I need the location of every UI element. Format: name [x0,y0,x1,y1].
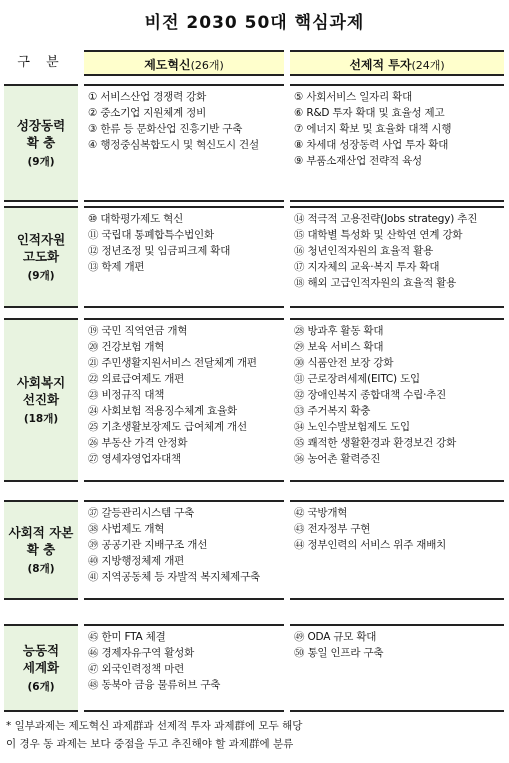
header-category: 구 분 [17,55,65,70]
list-item: ① 서비스산업 경쟁력 강화 [88,91,207,103]
list-item: ④ 행정중심복합도시 및 혁신도시 건설 [88,139,259,151]
list-item: ㊹ 정부인력의 서비스 위주 재배치 [294,539,447,551]
list-item: ㉘ 방과후 활동 확대 [294,325,384,337]
list-item: ㉚ 식품안전 보장 강화 [294,357,394,369]
category-label: 세계화 [22,660,60,675]
category-cell [4,624,78,712]
list-item: ③ 한류 등 문화산업 진흥기반 구축 [88,123,243,135]
header-right-count: (24개) [411,59,445,72]
list-item: ㊺ 한미 FTA 체결 [88,631,166,643]
list-item: ⑲ 국민 직역연금 개혁 [88,325,188,337]
table-row [0,500,509,600]
category-count: (9개) [27,270,55,282]
institutional-tasks-cell [84,206,284,308]
list-item: ㉕ 기초생활보장제도 급여체계 개선 [88,421,247,433]
list-item: ⑰ 지자체의 교육·복지 투자 확대 [294,261,440,273]
investment-tasks-cell [290,318,504,482]
category-count: (9개) [27,156,55,168]
list-item: ㊾ ODA 규모 확대 [294,631,377,643]
header-right-label: 선제적 투자 [349,58,412,72]
category-label: 확 충 [26,135,56,150]
header-institutional-innovation [84,50,284,76]
category-label: 성장동력 [16,118,66,133]
category-cell [4,318,78,482]
category-label: 인적자원 [16,232,66,247]
institutional-tasks-cell [84,318,284,482]
list-item: ⑮ 대학별 특성화 및 산학연 연계 강화 [294,229,463,241]
list-item: ㊸ 전자정부 구현 [294,523,371,535]
header-preemptive-investment [290,50,504,76]
list-item: ㉜ 장애인복지 종합대책 수립·추진 [294,389,447,401]
list-item: ② 중소기업 지원체계 정비 [88,107,207,119]
category-label: 능동적 [22,643,60,658]
footnote-line-2: 이 경우 동 과제는 보다 중점을 두고 추진해야 할 과제群에 분류 [6,738,294,750]
table-row [0,84,509,202]
list-item: ⑨ 부품소재산업 전략적 육성 [294,155,422,167]
list-item: ㉖ 부동산 가격 안정화 [88,437,188,449]
list-item: ⑯ 청년인적자원의 효율적 활용 [294,245,434,257]
institutional-tasks-cell [84,500,284,600]
list-item: ⑱ 해외 고급인적자원의 효율적 활용 [294,277,457,289]
page-title: 비전 2030 50대 핵심과제 [144,13,365,33]
category-label: 사회복지 [16,375,66,390]
table-row [0,624,509,712]
list-item: ㊻ 경제자유구역 활성화 [88,647,195,659]
list-item: ㉑ 주민생활지원서비스 전달체계 개편 [88,357,257,369]
list-item: ⑤ 사회서비스 일자리 확대 [294,91,413,103]
list-item: ㉓ 비정규직 대책 [88,389,165,401]
category-label: 사회적 자본 [8,525,74,540]
list-item: ㊷ 국방개혁 [294,507,348,519]
list-item: ㉞ 노인수발보험제도 도입 [294,421,411,433]
list-item: ㊱ 농어촌 활력증진 [294,453,381,465]
list-item: ㉟ 쾌적한 생활환경과 환경보건 강화 [294,437,457,449]
list-item: ㊵ 지방행정체제 개편 [88,555,185,567]
category-cell [4,84,78,202]
list-item: ⑪ 국립대 통폐합특수법인화 [88,229,214,241]
footnote-line-1: * 일부과제는 제도혁신 과제群과 선제적 투자 과제群에 모두 해당 [6,720,303,732]
list-item: ㊳ 사법제도 개혁 [88,523,165,535]
list-item: ㉒ 의료급여제도 개편 [88,373,185,385]
investment-tasks-cell [290,624,504,712]
header-left-label: 제도혁신 [144,58,191,72]
investment-tasks-cell [290,84,504,202]
category-count: (18개) [23,413,59,425]
list-item: ㊽ 동북아 금융 물류허브 구축 [88,679,221,691]
list-item: ⑭ 적극적 고용전략(Jobs strategy) 추진 [294,213,478,225]
list-item: ⑳ 건강보험 개혁 [88,341,165,353]
list-item: ⑫ 정년조정 및 임금피크제 확대 [88,245,231,257]
category-count: (6개) [27,681,55,693]
table-row [0,318,509,482]
investment-tasks-cell [290,206,504,308]
category-label: 고도화 [22,249,60,264]
category-count: (8개) [27,563,55,575]
category-cell [4,206,78,308]
list-item: ⑥ R&D 투자 확대 및 효율성 제고 [294,107,445,119]
list-item: ㊼ 외국인력정책 마련 [88,663,185,675]
category-cell [4,500,78,600]
list-item: ㉙ 보육 서비스 확대 [294,341,384,353]
institutional-tasks-cell [84,624,284,712]
list-item: ㉛ 근로장려세제(EITC) 도입 [294,373,420,385]
list-item: ㊶ 지역공동체 등 자발적 복지체제구축 [88,571,260,583]
list-item: ㉝ 주거복지 확충 [294,405,371,417]
list-item: ⑩ 대학평가제도 혁신 [88,213,184,225]
header-left-count: (26개) [190,59,224,72]
list-item: ㊲ 갈등관리시스템 구축 [88,507,195,519]
list-item: ㊴ 공공기관 지배구조 개선 [88,539,208,551]
list-item: ⑧ 차세대 성장동력 사업 투자 확대 [294,139,449,151]
table-row [0,206,509,308]
list-item: ㉔ 사회보험 적용징수체계 효율화 [88,405,237,417]
list-item: ⑦ 에너지 확보 및 효율화 대책 시행 [294,123,452,135]
list-item: ㉗ 영세자영업자대책 [88,453,181,465]
category-label: 확 충 [26,542,56,557]
category-label: 선진화 [22,392,60,407]
institutional-tasks-cell [84,84,284,202]
list-item: ㊿ 통일 인프라 구축 [294,647,384,659]
list-item: ⑬ 학제 개편 [88,261,145,273]
investment-tasks-cell [290,500,504,600]
